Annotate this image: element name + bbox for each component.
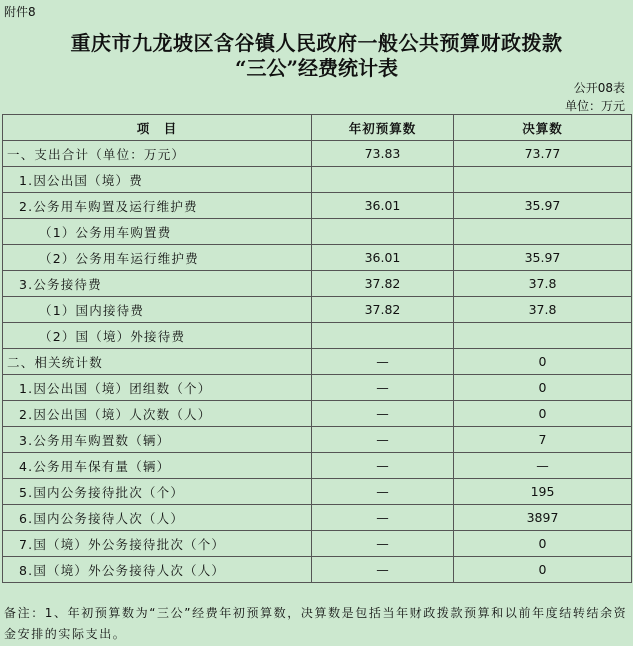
final-cell: 7 <box>454 427 632 453</box>
final-cell: 0 <box>454 531 632 557</box>
row-label: （2）国（境）外接待费 <box>3 323 312 349</box>
row-label: 3.公务用车购置数（辆） <box>3 427 312 453</box>
unit-label: 单位：万元 <box>564 99 625 113</box>
table-row <box>3 557 632 583</box>
page-subtitle: “三公”经费统计表 <box>234 56 398 80</box>
final-cell <box>454 219 632 245</box>
table-row <box>3 141 632 167</box>
table-row <box>3 323 632 349</box>
row-label: 1.因公出国（境）费 <box>3 167 312 193</box>
row-label: 二、相关统计数 <box>3 349 312 375</box>
budget-cell: — <box>312 479 454 505</box>
footnote: 备注：1、年初预算数为“三公”经费年初预算数，决算数是包括当年财政拨款预算和以前年度结转结余资金安排的实际支出。 <box>4 606 628 641</box>
statistics-table <box>2 114 632 583</box>
final-cell: 0 <box>454 557 632 583</box>
row-label: 3.公务接待费 <box>3 271 312 297</box>
final-cell: 35.97 <box>454 245 632 271</box>
row-label: 4.公务用车保有量（辆） <box>3 453 312 479</box>
table-row <box>3 453 632 479</box>
table-row <box>3 427 632 453</box>
table-row <box>3 401 632 427</box>
table-row <box>3 193 632 219</box>
budget-cell: 37.82 <box>312 271 454 297</box>
final-cell: 35.97 <box>454 193 632 219</box>
table-row <box>3 349 632 375</box>
budget-cell: 37.82 <box>312 297 454 323</box>
row-label: 7.国（境）外公务接待批次（个） <box>3 531 312 557</box>
table-row <box>3 505 632 531</box>
final-cell <box>454 167 632 193</box>
final-cell: 73.77 <box>454 141 632 167</box>
table-row <box>3 219 632 245</box>
row-label: （1）公务用车购置费 <box>3 219 312 245</box>
final-cell: 0 <box>454 349 632 375</box>
row-label: 1.因公出国（境）团组数（个） <box>3 375 312 401</box>
final-cell <box>454 323 632 349</box>
budget-cell <box>312 219 454 245</box>
header-budget: 年初预算数 <box>312 115 454 141</box>
budget-cell: — <box>312 505 454 531</box>
final-cell: 195 <box>454 479 632 505</box>
row-label: （1）国内接待费 <box>3 297 312 323</box>
row-label: 6.国内公务接待人次（人） <box>3 505 312 531</box>
budget-cell: — <box>312 375 454 401</box>
header-final: 决算数 <box>454 115 632 141</box>
budget-cell <box>312 323 454 349</box>
budget-cell: — <box>312 427 454 453</box>
budget-cell: — <box>312 349 454 375</box>
table-row <box>3 531 632 557</box>
table-row <box>3 167 632 193</box>
row-label: 2.因公出国（境）人次数（人） <box>3 401 312 427</box>
budget-cell: — <box>312 401 454 427</box>
budget-cell: 73.83 <box>312 141 454 167</box>
budget-cell: 36.01 <box>312 193 454 219</box>
header-item: 项 目 <box>3 115 312 141</box>
final-cell: 3897 <box>454 505 632 531</box>
budget-cell: 36.01 <box>312 245 454 271</box>
final-cell: — <box>454 453 632 479</box>
table-row <box>3 245 632 271</box>
attachment-label: 附件8 <box>4 5 36 19</box>
final-cell: 37.8 <box>454 271 632 297</box>
final-cell: 0 <box>454 375 632 401</box>
budget-cell: — <box>312 531 454 557</box>
row-label: （2）公务用车运行维护费 <box>3 245 312 271</box>
table-row <box>3 479 632 505</box>
budget-cell: — <box>312 557 454 583</box>
form-code: 公开08表 <box>573 81 625 95</box>
budget-cell <box>312 167 454 193</box>
final-cell: 0 <box>454 401 632 427</box>
table-row <box>3 271 632 297</box>
page-title: 重庆市九龙坡区含谷镇人民政府一般公共预算财政拨款 <box>70 31 563 55</box>
final-cell: 37.8 <box>454 297 632 323</box>
table-row <box>3 375 632 401</box>
row-label: 一、支出合计（单位：万元） <box>3 141 312 167</box>
row-label: 8.国（境）外公务接待人次（人） <box>3 557 312 583</box>
table-row <box>3 297 632 323</box>
row-label: 2.公务用车购置及运行维护费 <box>3 193 312 219</box>
table-header-row <box>3 115 632 141</box>
table-body <box>3 141 632 583</box>
budget-cell: — <box>312 453 454 479</box>
row-label: 5.国内公务接待批次（个） <box>3 479 312 505</box>
